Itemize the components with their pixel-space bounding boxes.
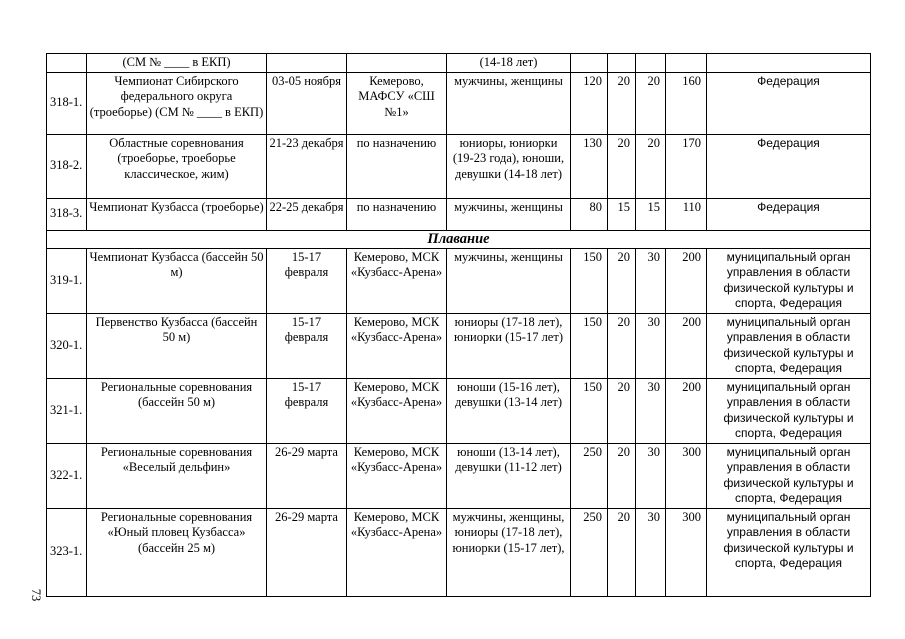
event-name: Региональные соревнования (бассейн 50 м) [87,378,267,443]
schedule-table [46,53,871,597]
event-name: Чемпионат Сибирского федерального округа (троеборье) (СМ № ____ в ЕКП) [87,72,267,134]
event-organizer: муниципальный орган управления в области физической культуры и спорта, Федерация [707,313,871,378]
count-total: 300 [666,508,707,596]
count-total: 200 [666,248,707,313]
table-row [47,443,871,508]
count-participants: 150 [571,378,608,443]
event-number: 318-2. [47,134,87,198]
event-organizer: Федерация [707,72,871,134]
event-name: (СМ № ____ в ЕКП) [87,54,267,73]
section-header-row [47,230,871,248]
event-participants: мужчины, женщины, юниоры (17-18 лет), юниорки (15-17 лет), [447,508,571,596]
event-number [47,54,87,73]
table-row [47,313,871,378]
event-dates [267,54,347,73]
event-name: Первенство Кузбасса (бассейн 50 м) [87,313,267,378]
event-place: Кемерово, МСК «Кузбасс-Арена» [347,313,447,378]
count-participants: 250 [571,508,608,596]
event-organizer: Федерация [707,198,871,230]
count-total: 200 [666,313,707,378]
event-name: Чемпионат Кузбасса (бассейн 50 м) [87,248,267,313]
event-place: Кемерово, МСК «Кузбасс-Арена» [347,248,447,313]
event-name: Областные соревнования (троеборье, троеборье классическое, жим) [87,134,267,198]
event-participants: юноши (15-16 лет), девушки (13-14 лет) [447,378,571,443]
count-total [666,54,707,73]
count-participants: 150 [571,248,608,313]
count-total: 200 [666,378,707,443]
count-participants: 150 [571,313,608,378]
count-judges: 20 [608,248,636,313]
count-judges: 20 [608,443,636,508]
event-place: по назначению [347,198,447,230]
event-number: 320-1. [47,313,87,378]
event-place: Кемерово, МСК «Кузбасс-Арена» [347,378,447,443]
count-participants: 130 [571,134,608,198]
table-row [47,508,871,596]
page-number: 73 [29,588,43,602]
table-row [47,72,871,134]
event-dates: 15-17 февраля [267,248,347,313]
table-row [47,378,871,443]
count-total: 160 [666,72,707,134]
count-participants: 250 [571,443,608,508]
count-participants [571,54,608,73]
count-judges: 20 [608,378,636,443]
count-participants: 120 [571,72,608,134]
table-row [47,198,871,230]
event-place: по назначению [347,134,447,198]
event-place: Кемерово, МАФСУ «СШ №1» [347,72,447,134]
event-participants: юноши (13-14 лет), девушки (11-12 лет) [447,443,571,508]
count-representatives: 30 [636,313,666,378]
count-total: 170 [666,134,707,198]
count-representatives: 30 [636,378,666,443]
event-number: 319-1. [47,248,87,313]
count-representatives: 20 [636,134,666,198]
event-dates: 26-29 марта [267,508,347,596]
table-row [47,54,871,73]
count-judges: 20 [608,508,636,596]
count-representatives: 15 [636,198,666,230]
count-judges: 20 [608,313,636,378]
count-representatives: 30 [636,443,666,508]
event-place: Кемерово, МСК «Кузбасс-Арена» [347,508,447,596]
count-judges: 15 [608,198,636,230]
count-total: 110 [666,198,707,230]
event-number: 322-1. [47,443,87,508]
count-judges: 20 [608,134,636,198]
event-number: 321-1. [47,378,87,443]
table-row [47,134,871,198]
event-name: Региональные соревнования «Веселый дельфин» [87,443,267,508]
event-organizer: муниципальный орган управления в области физической культуры и спорта, Федерация [707,508,871,596]
count-total: 300 [666,443,707,508]
event-participants: юниоры (17-18 лет), юниорки (15-17 лет) [447,313,571,378]
event-participants: мужчины, женщины [447,72,571,134]
event-name: Чемпионат Кузбасса (троеборье) [87,198,267,230]
count-representatives: 30 [636,508,666,596]
count-representatives: 30 [636,248,666,313]
event-name: Региональные соревнования «Юный пловец Кузбасса» (бассейн 25 м) [87,508,267,596]
event-organizer: муниципальный орган управления в области физической культуры и спорта, Федерация [707,378,871,443]
event-place: Кемерово, МСК «Кузбасс-Арена» [347,443,447,508]
event-number: 318-3. [47,198,87,230]
event-organizer: Федерация [707,134,871,198]
event-participants: мужчины, женщины [447,248,571,313]
table-row [47,248,871,313]
count-participants: 80 [571,198,608,230]
event-organizer: муниципальный орган управления в области физической культуры и спорта, Федерация [707,443,871,508]
count-judges [608,54,636,73]
event-place [347,54,447,73]
event-dates: 26-29 марта [267,443,347,508]
section-title: Плавание [47,230,871,248]
event-participants: (14-18 лет) [447,54,571,73]
event-dates: 22-25 декабря [267,198,347,230]
event-participants: юниоры, юниорки (19-23 года), юноши, девушки (14-18 лет) [447,134,571,198]
event-number: 323-1. [47,508,87,596]
event-dates: 15-17 февраля [267,313,347,378]
event-organizer: муниципальный орган управления в области физической культуры и спорта, Федерация [707,248,871,313]
event-organizer [707,54,871,73]
count-representatives [636,54,666,73]
event-dates: 15-17 февраля [267,378,347,443]
event-dates: 03-05 ноября [267,72,347,134]
count-judges: 20 [608,72,636,134]
event-dates: 21-23 декабря [267,134,347,198]
event-participants: мужчины, женщины [447,198,571,230]
event-number: 318-1. [47,72,87,134]
count-representatives: 20 [636,72,666,134]
